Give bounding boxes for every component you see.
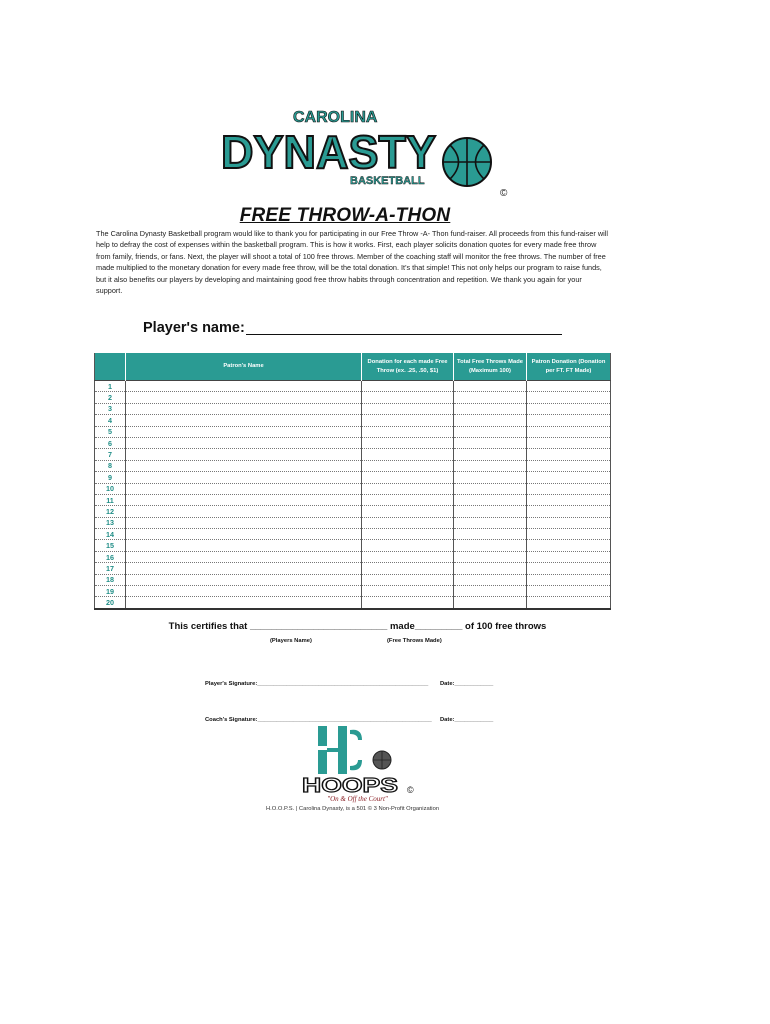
player-name-label: Player's name: xyxy=(143,320,245,336)
table-row xyxy=(95,449,611,460)
basketball-icon xyxy=(373,751,391,769)
patron-name-cell[interactable] xyxy=(126,403,362,414)
patron-donation-cell[interactable] xyxy=(527,472,611,483)
patron-name-cell[interactable] xyxy=(126,381,362,392)
ft-made-cell[interactable] xyxy=(454,529,527,540)
hoops-wordmark: HOOPS xyxy=(302,775,398,797)
ft-made-cell[interactable] xyxy=(454,506,527,517)
ft-made-cell[interactable] xyxy=(454,392,527,403)
donation-cell[interactable] xyxy=(362,529,454,540)
cert-player-blank[interactable]: __________________________ xyxy=(249,621,388,632)
coach-date[interactable]: Date:____________ xyxy=(440,717,494,723)
row-number: 13 xyxy=(95,517,126,528)
donation-cell[interactable] xyxy=(362,483,454,494)
patron-name-cell[interactable] xyxy=(126,437,362,448)
donation-cell[interactable] xyxy=(362,574,454,585)
table-row xyxy=(95,381,611,392)
ft-made-cell[interactable] xyxy=(454,381,527,392)
row-number: 4 xyxy=(95,415,126,426)
patron-donation-cell[interactable] xyxy=(527,426,611,437)
table-row xyxy=(95,403,611,414)
table-row xyxy=(95,563,611,574)
donation-cell[interactable] xyxy=(362,551,454,562)
ft-made-cell[interactable] xyxy=(454,483,527,494)
header-patron-donation: Patron Donation (Donation per FT. FT Made) xyxy=(527,353,611,381)
ft-made-cell[interactable] xyxy=(454,472,527,483)
player-date[interactable]: Date:____________ xyxy=(440,681,494,687)
patron-donation-cell[interactable] xyxy=(527,517,611,528)
table-row xyxy=(95,460,611,471)
row-number: 20 xyxy=(95,597,126,609)
ft-made-cell[interactable] xyxy=(454,426,527,437)
coach-date-label: Date: xyxy=(440,717,455,723)
header-total-ft-made: Total Free Throws Made (Maximum 100) xyxy=(454,353,527,381)
row-number: 10 xyxy=(95,483,126,494)
donation-cell[interactable] xyxy=(362,449,454,460)
row-number: 11 xyxy=(95,494,126,505)
patron-donation-cell[interactable] xyxy=(527,597,611,609)
patron-name-cell[interactable] xyxy=(126,506,362,517)
row-number: 6 xyxy=(95,437,126,448)
ft-made-cell[interactable] xyxy=(454,415,527,426)
table-row xyxy=(95,506,611,517)
table-row xyxy=(95,483,611,494)
patron-donation-cell[interactable] xyxy=(527,460,611,471)
table-header-row xyxy=(95,353,611,381)
table-row xyxy=(95,529,611,540)
patron-name-cell[interactable] xyxy=(126,574,362,585)
table-row xyxy=(95,472,611,483)
ft-made-cell[interactable] xyxy=(454,563,527,574)
cert-suffix: of 100 free throws xyxy=(465,621,547,632)
donation-cell[interactable] xyxy=(362,563,454,574)
logo-line-carolina: CAROLINA xyxy=(293,109,378,126)
row-number: 12 xyxy=(95,506,126,517)
table-row xyxy=(95,574,611,585)
ft-made-cell[interactable] xyxy=(454,586,527,597)
patron-donation-cell[interactable] xyxy=(527,586,611,597)
patron-table xyxy=(94,353,610,607)
ft-made-cell[interactable] xyxy=(454,494,527,505)
player-signature-label: Player's Signature: xyxy=(205,681,258,687)
logo-line-basketball: BASKETBALL xyxy=(350,175,425,187)
player-name-field[interactable] xyxy=(246,334,562,335)
ft-made-cell[interactable] xyxy=(454,460,527,471)
table-row xyxy=(95,392,611,403)
table-row xyxy=(95,586,611,597)
copyright-mark: © xyxy=(500,188,508,199)
basketball-icon xyxy=(443,138,491,186)
donation-cell[interactable] xyxy=(362,437,454,448)
table-row xyxy=(95,437,611,448)
table-row xyxy=(95,597,611,609)
row-number: 8 xyxy=(95,460,126,471)
cert-sub-players-name: (Players Name) xyxy=(270,638,312,644)
patron-name-cell[interactable] xyxy=(126,540,362,551)
donation-cell[interactable] xyxy=(362,426,454,437)
patron-donation-cell[interactable] xyxy=(527,483,611,494)
donation-cell[interactable] xyxy=(362,540,454,551)
ft-made-cell[interactable] xyxy=(454,551,527,562)
patron-donation-cell[interactable] xyxy=(527,563,611,574)
row-number: 2 xyxy=(95,392,126,403)
row-number: 7 xyxy=(95,449,126,460)
patron-donation-cell[interactable] xyxy=(527,529,611,540)
donation-cell[interactable] xyxy=(362,494,454,505)
patron-name-cell[interactable] xyxy=(126,472,362,483)
ft-made-cell[interactable] xyxy=(454,517,527,528)
coach-signature[interactable]: Coach's Signature:______________________________________________________ xyxy=(205,717,432,723)
footer-text: H.O.O.P.S. | Carolina Dynasty, is a 501 © 3 Non-Profit Organization xyxy=(265,806,440,812)
patron-donation-cell[interactable] xyxy=(527,449,611,460)
row-number: 5 xyxy=(95,426,126,437)
ft-made-cell[interactable] xyxy=(454,597,527,609)
donation-cell[interactable] xyxy=(362,506,454,517)
cert-prefix: This certifies that xyxy=(168,621,248,632)
row-number: 3 xyxy=(95,403,126,414)
donation-cell[interactable] xyxy=(362,381,454,392)
header-patron-name: Patron's Name xyxy=(126,353,362,381)
row-number: 9 xyxy=(95,472,126,483)
table-row xyxy=(95,551,611,562)
donation-cell[interactable] xyxy=(362,392,454,403)
patron-donation-cell[interactable] xyxy=(527,506,611,517)
row-number: 19 xyxy=(95,586,126,597)
row-number: 17 xyxy=(95,563,126,574)
page-title: FREE THROW-A-THON xyxy=(239,205,451,226)
ft-made-cell[interactable] xyxy=(454,574,527,585)
patron-name-cell[interactable] xyxy=(126,415,362,426)
carolina-dynasty-logo xyxy=(215,100,505,195)
patron-donation-cell[interactable] xyxy=(527,392,611,403)
patron-name-cell[interactable] xyxy=(126,460,362,471)
patron-donation-cell[interactable] xyxy=(527,381,611,392)
patron-donation-cell[interactable] xyxy=(527,574,611,585)
donation-cell[interactable] xyxy=(362,472,454,483)
hoops-tagline: "On & Off the Court" xyxy=(327,795,388,803)
patron-name-cell[interactable] xyxy=(126,426,362,437)
player-signature[interactable]: Player's Signature:_____________________________________________________ xyxy=(205,681,429,687)
patron-donation-cell[interactable] xyxy=(527,551,611,562)
certification-line xyxy=(0,621,715,632)
ft-made-cell[interactable] xyxy=(454,449,527,460)
patron-name-cell[interactable] xyxy=(126,449,362,460)
donation-cell[interactable] xyxy=(362,415,454,426)
patron-name-cell[interactable] xyxy=(126,597,362,609)
donation-cell[interactable] xyxy=(362,460,454,471)
patron-name-cell[interactable] xyxy=(126,529,362,540)
patron-donation-cell[interactable] xyxy=(527,437,611,448)
row-number: 16 xyxy=(95,551,126,562)
ft-made-cell[interactable] xyxy=(454,540,527,551)
cert-count-blank[interactable]: _________ xyxy=(414,621,463,632)
patron-donation-cell[interactable] xyxy=(527,540,611,551)
copyright-mark-2: © xyxy=(407,785,414,795)
donation-cell[interactable] xyxy=(362,586,454,597)
cert-sub-free-throws: (Free Throws Made) xyxy=(387,638,442,644)
table-row xyxy=(95,426,611,437)
patron-name-cell[interactable] xyxy=(126,392,362,403)
patron-donation-cell[interactable] xyxy=(527,403,611,414)
patron-donation-cell[interactable] xyxy=(527,415,611,426)
header-number xyxy=(95,353,126,381)
player-date-label: Date: xyxy=(440,681,455,687)
patron-name-cell[interactable] xyxy=(126,483,362,494)
donation-cell[interactable] xyxy=(362,597,454,609)
patron-name-cell[interactable] xyxy=(126,517,362,528)
patron-name-cell[interactable] xyxy=(126,551,362,562)
patron-name-cell[interactable] xyxy=(126,563,362,574)
row-number: 14 xyxy=(95,529,126,540)
header-donation-per-ft: Donation for each made Free Throw (ex. .25, .50, $1) xyxy=(362,353,454,381)
table-row xyxy=(95,517,611,528)
donation-cell[interactable] xyxy=(362,517,454,528)
intro-paragraph: The Carolina Dynasty Basketball program would like to thank you for participating in our Free Throw -A- Thon fund-raiser. All proceeds from this fund-raiser will help to defray the cost of expenses within the basketball program. This is how it works. First, each player solicits donation quotes for every made free throw from family, friends, or fans. Next, the player will shoot a total of 100 free throws. Member of the coaching staff will monitor the free throws. The number of free made multiplied to the monetary donation for every made free throw, will be the total donation. It's that simple! This not only helps our program to raise funds, but it also benefits our players by developing and maintaining good free throw habits through concentration and repetition. We thank you again for your support. xyxy=(96,229,608,296)
patron-donation-cell[interactable] xyxy=(527,494,611,505)
row-number: 1 xyxy=(95,381,126,392)
logo-line-dynasty: DYNASTY xyxy=(221,126,436,178)
table-row xyxy=(95,494,611,505)
table-row xyxy=(95,415,611,426)
table-row xyxy=(95,540,611,551)
row-number: 15 xyxy=(95,540,126,551)
donation-cell[interactable] xyxy=(362,403,454,414)
patron-name-cell[interactable] xyxy=(126,494,362,505)
cert-middle: made xyxy=(389,621,415,632)
ft-made-cell[interactable] xyxy=(454,403,527,414)
row-number: 18 xyxy=(95,574,126,585)
coach-signature-label: Coach's Signature: xyxy=(205,717,258,723)
ft-made-cell[interactable] xyxy=(454,437,527,448)
patron-name-cell[interactable] xyxy=(126,586,362,597)
